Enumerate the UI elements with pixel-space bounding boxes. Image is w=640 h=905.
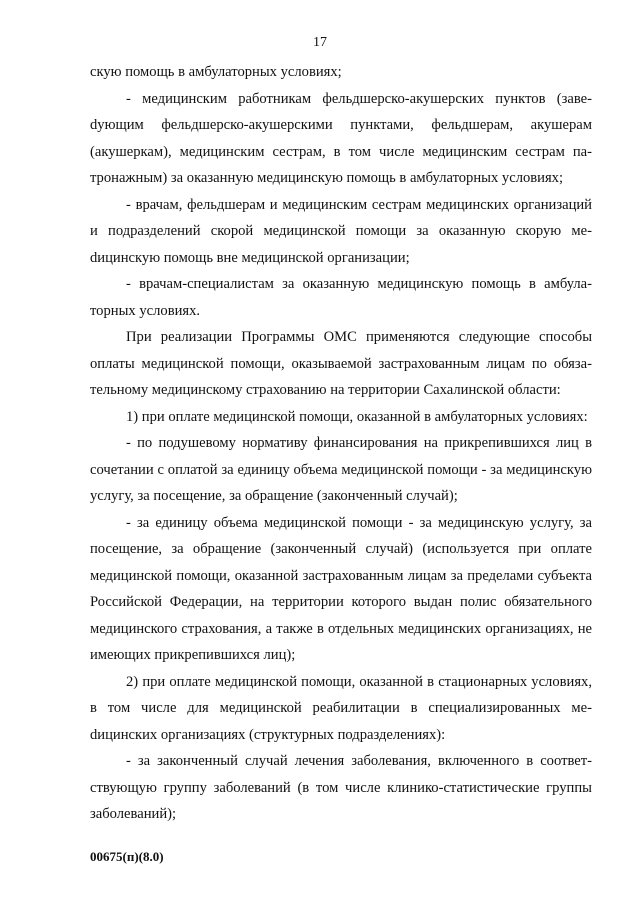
list-item-per-capita: - по подушевому нормативу финансирования на прикрепившихся лиц в сочетании с оплатой за единицу объема медицинской помощи - за медицинскую услугу, за посещение, за обращение (законченный случай); [90,435,592,504]
list-item-per-unit: - за единицу объема медицинской помощи - за медицинскую услугу, за посещение, за обращение (законченный случай) (используется при оплате медицинской помощи, оказанной застрахованным лицам за пределами субъекта Российской Федерации, на территории которого выдан полис обязательного медицинского страхования, а также в отдельных медицинских организациях, не имеющих прикрепившихся лиц); [90,514,592,663]
paragraph-continuation: скую помощь в амбулаторных условиях; [90,64,342,80]
document-code: 00675(п)(8.0) [90,849,164,864]
list-item-emergency-care: - врачам, фельдшерам и медицинским сестрам медицинских организаций и подразделений скорой медицинской помощи за оказанную скорую меdицинскую помощь вне медицинской организации; [90,196,592,266]
numbered-item-inpatient: 2) при оплате медицинской помощи, оказанной в стационарных условиях, в том числе для медицинской реабилитации в специализированных меdицинских организациях (структурных подразделениях): [90,673,592,743]
list-item-specialists: - врачам-специалистам за оказанную медицинскую помощь в амбулаторных условиях. [90,276,592,319]
list-item-completed-case: - за законченный случай лечения заболевания, включенного в соответствующую группу заболеваний (в том числе клинико-статистические группы заболеваний); [90,753,592,822]
list-item-feldsher-points: - медицинским работникам фельдшерско-акушерских пунктов (завеdующим фельдшерско-акушерскими пунктами, фельдшерам, акушерам (акушеркам), медицинским сестрам, в том числе медицинским сестрам патронажным) за оказанную медицинскую помощь в амбулаторных условиях; [90,90,592,186]
numbered-item-outpatient: 1) при оплате медицинской помощи, оказанной в амбулаторных условиях: [126,408,588,425]
document-body [90,59,592,828]
paragraph-payment-methods: При реализации Программы ОМС применяются следующие способы оплаты медицинской помощи, оказываемой застрахованным лицам по обязательному медицинскому страхованию на территории Сахалинской области: [90,329,592,398]
page-number: 17 [313,35,327,50]
